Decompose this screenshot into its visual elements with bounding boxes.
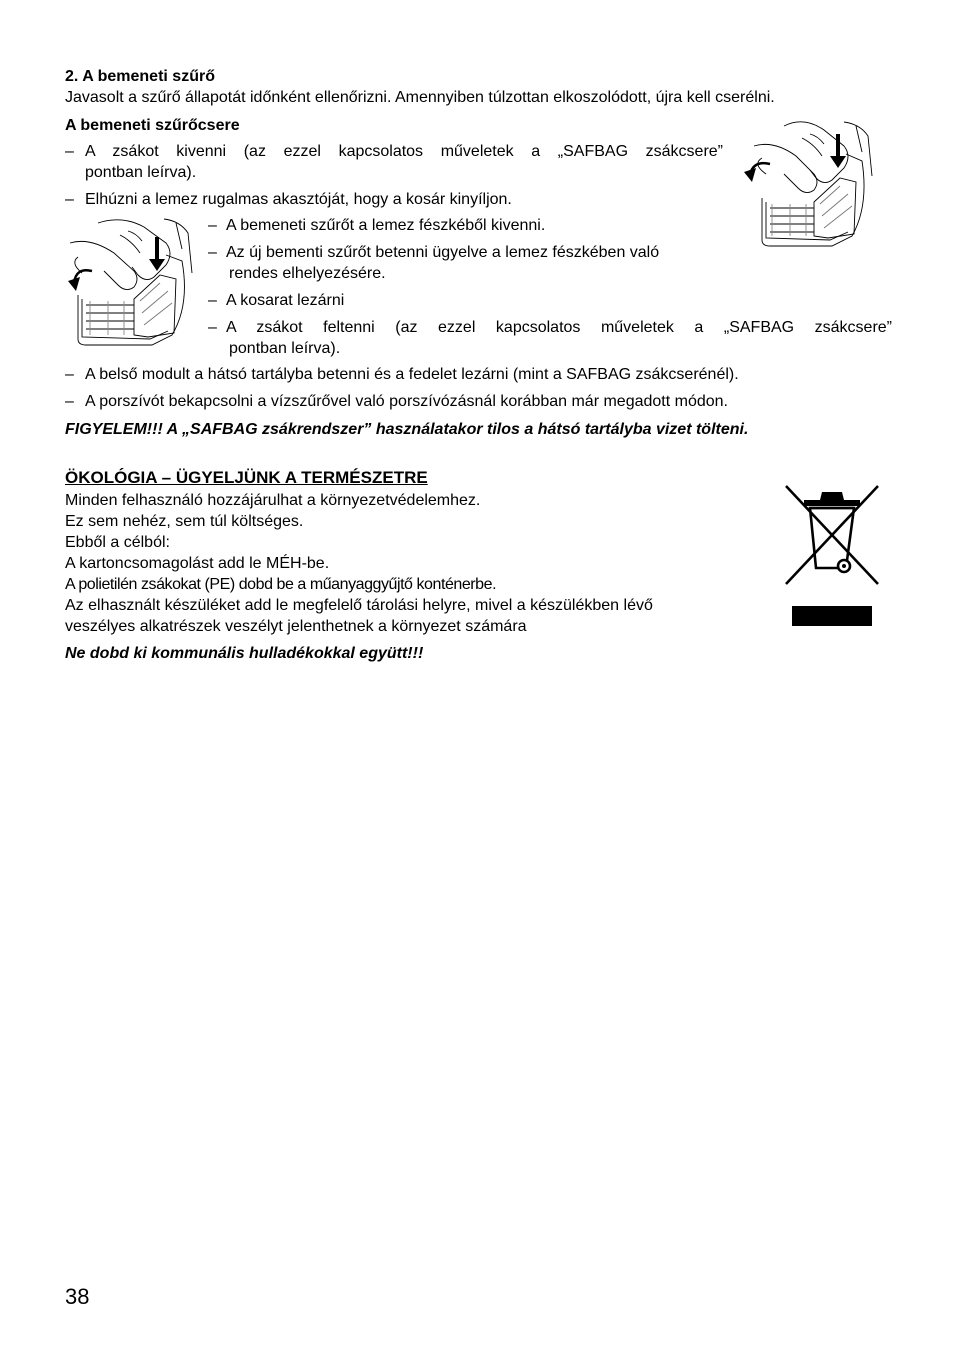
step-5: A kosarat lezárni	[226, 292, 345, 309]
page-number: 38	[65, 1284, 90, 1309]
step-1: A zsákot kivenni (az ezzel kapcsolatos műveletek a „SAFBAG zsákcsere”	[85, 143, 723, 160]
ecology-line: veszélyes alkatrészek veszélyt jelenthetnek a környezet számára	[65, 618, 527, 635]
bullet-dash: –	[65, 366, 74, 383]
filter-subheading: A bemeneti szűrőcsere	[65, 117, 240, 134]
filter-intro: Javasolt a szűrő állapotát időnként ellenőrizni. Amennyiben túlzottan elkoszolódott, újra kell cserélni.	[65, 89, 775, 106]
step-6-cont: pontban leírva).	[229, 340, 341, 357]
step-2: Elhúzni a lemez rugalmas akasztóját, hogy a kosár kinyíljon.	[85, 191, 512, 208]
step-6: A zsákot feltenni (az ezzel kapcsolatos műveletek a „SAFBAG zsákcsere”	[226, 319, 892, 336]
ecology-line: A polietilén zsákokat (PE) dobd be a műanyaggyűjtő konténerbe.	[65, 576, 497, 593]
ecology-closing: Ne dobd ki kommunális hulladékokkal együtt!!!	[65, 645, 424, 662]
warning-text: FIGYELEM!!! A „SAFBAG zsákrendszer” használatakor tilos a hátsó tartályba vizet tölteni.	[65, 421, 749, 438]
step-7: A belső modult a hátsó tartályba betenni és a fedelet lezárni (mint a SAFBAG zsákcserénél).	[85, 366, 739, 383]
step-3: A bemeneti szűrőt a lemez fészkéből kivenni.	[226, 217, 546, 234]
filter-replacement-illustration-icon	[744, 116, 874, 250]
ecology-line: A kartoncsomagolást add le MÉH-be.	[65, 555, 330, 572]
step-4: Az új bementi szűrőt betenni ügyelve a lemez fészkében való	[226, 244, 660, 261]
bullet-dash: –	[208, 217, 217, 234]
ecology-line: Ebből a célból:	[65, 534, 170, 551]
section-heading-filter: 2. A bemeneti szűrő	[65, 68, 215, 85]
step-1-cont: pontban leírva).	[85, 164, 197, 181]
bullet-dash: –	[208, 319, 217, 336]
step-8: A porszívót bekapcsolni a vízszűrővel való porszívózásnál korábban már megadott módon.	[85, 393, 728, 410]
bullet-dash: –	[65, 143, 74, 160]
ecology-line: Minden felhasználó hozzájárulhat a környezetvédelemhez.	[65, 492, 481, 509]
ecology-line: Az elhasznált készüléket add le megfelelő tárolási helyre, mivel a készülékben lévő	[65, 597, 653, 614]
bullet-dash: –	[208, 292, 217, 309]
filter-replacement-illustration-icon	[68, 215, 198, 347]
crossed-out-wheelie-bin-icon	[782, 482, 882, 630]
step-4-cont: rendes elhelyezésére.	[229, 265, 386, 282]
ecology-line: Ez sem nehéz, sem túl költséges.	[65, 513, 304, 530]
section-heading-ecology: ÖKOLÓGIA – ÜGYELJÜNK A TERMÉSZETRE	[65, 468, 428, 487]
bullet-dash: –	[65, 191, 74, 208]
bullet-dash: –	[208, 244, 217, 261]
bullet-dash: –	[65, 393, 74, 410]
